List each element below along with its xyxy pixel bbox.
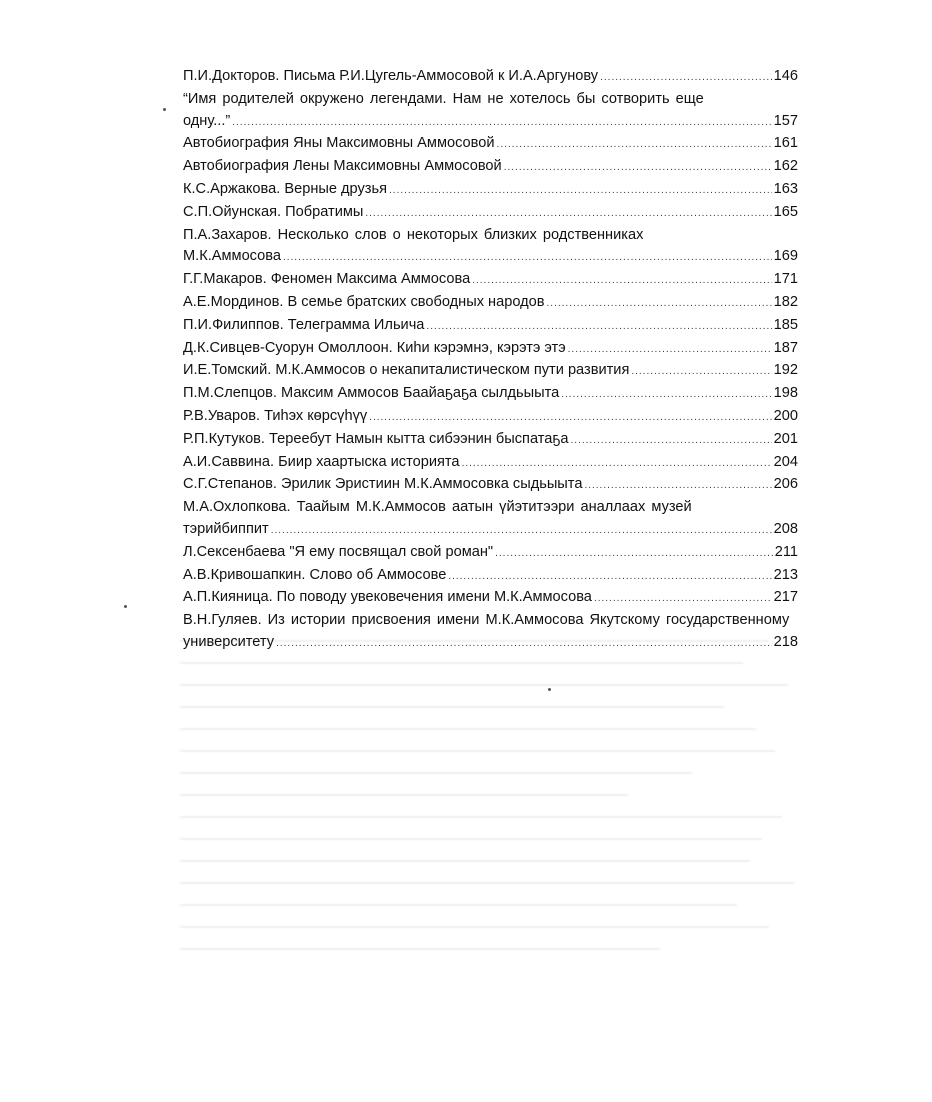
toc-entry-title-line: М.А.Охлопкова. Таайым М.К.Аммосов аатын үйэтитээри аналлаах музей <box>183 499 692 516</box>
toc-entry <box>183 452 798 475</box>
toc-entry-title: Р.П.Кутуков. Тереебут Намын кытта сибээнин быспатаҕа <box>183 430 569 447</box>
toc-entry-title: Автобиография Яны Максимовны Аммосовой <box>183 135 495 152</box>
toc-entry <box>183 406 798 429</box>
dot-leader <box>472 270 771 292</box>
toc-entry-row <box>183 111 798 134</box>
toc-entry-title-line: “Имя родителей окружено легендами. Нам не хотелось бы сотворить еще <box>183 90 704 107</box>
toc-entry-row <box>183 292 798 315</box>
toc-entry <box>183 179 798 202</box>
toc-entry <box>183 225 798 270</box>
toc-entry <box>183 429 798 452</box>
toc-page-number: 163 <box>773 180 798 197</box>
toc-entry-row <box>183 429 798 452</box>
dot-leader <box>584 475 771 497</box>
dot-leader <box>283 247 772 269</box>
toc-entry-row <box>183 565 798 588</box>
toc-entry <box>183 610 798 655</box>
toc-page-number: 161 <box>773 135 798 152</box>
toc-page-number: 198 <box>773 385 798 402</box>
toc-entry-title: Л.Сексенбаева "Я ему посвящал свой роман" <box>183 543 494 560</box>
toc-page-number: 201 <box>773 430 798 447</box>
toc-entry-row <box>183 474 798 497</box>
toc-page-number: 200 <box>773 407 798 424</box>
dot-leader <box>462 453 772 475</box>
toc-entry-title: А.П.Кияница. По поводу увековечения имени М.К.Аммосова <box>183 589 592 606</box>
toc-entry <box>183 383 798 406</box>
toc-entry-row <box>183 587 798 610</box>
toc-entry-title: М.К.Аммосова <box>183 248 281 265</box>
dot-leader <box>389 180 772 202</box>
toc-entry-title: П.И.Филиппов. Телеграмма Ильича <box>183 316 425 333</box>
toc-entry-title: И.Е.Томский. М.К.Аммосов о некапиталистическом пути развития <box>183 362 630 379</box>
toc-entry-row <box>183 66 798 89</box>
toc-entry-row <box>183 269 798 292</box>
dot-leader <box>594 588 772 610</box>
bleed-through-text <box>180 640 820 1030</box>
toc-entry <box>183 338 798 361</box>
toc-entry-row <box>183 179 798 202</box>
toc-entry-row <box>183 246 798 269</box>
dot-leader <box>504 157 772 179</box>
toc-entry-title: А.В.Кривошапкин. Слово об Аммосове <box>183 566 447 583</box>
toc-entry-row <box>183 542 798 565</box>
dot-leader <box>571 430 772 452</box>
toc-page-number: 206 <box>773 476 798 493</box>
toc-entry <box>183 292 798 315</box>
toc-entry <box>183 269 798 292</box>
toc-entry <box>183 360 798 383</box>
toc-page-number: 187 <box>773 339 798 356</box>
dot-leader <box>369 407 771 429</box>
toc-entry-title: К.С.Аржакова. Верные друзья <box>183 180 388 197</box>
toc-entry <box>183 133 798 156</box>
toc-entry-title: университету <box>183 633 275 650</box>
toc-entry-row <box>183 360 798 383</box>
toc-page-number: 185 <box>773 316 798 333</box>
toc-entry <box>183 66 798 89</box>
toc-entry-title: Г.Г.Макаров. Феномен Максима Аммосова <box>183 271 471 288</box>
dot-leader <box>495 543 773 565</box>
toc-entry-row <box>183 452 798 475</box>
scan-speck <box>548 688 551 691</box>
toc-entry-row <box>183 156 798 179</box>
toc-page-number: 165 <box>773 203 798 220</box>
toc-entry-row <box>183 632 798 655</box>
scan-speck <box>124 605 127 608</box>
toc-entry-title-line: П.А.Захаров. Несколько слов о некоторых близких родственниках <box>183 226 644 243</box>
toc-entry-title-line: В.Н.Гуляев. Из истории присвоения имени М.К.Аммосова Якутскому государственному <box>183 612 790 629</box>
toc-entry-title: одну...” <box>183 112 231 129</box>
dot-leader <box>426 316 771 338</box>
dot-leader <box>568 339 772 361</box>
toc-page-number: 218 <box>773 633 798 650</box>
dot-leader <box>276 633 772 655</box>
toc-entry <box>183 89 798 134</box>
toc-entry-title: Д.К.Сивцев-Суорун Омоллоон. Киhи кэрэмнэ, кэрэтэ этэ <box>183 339 566 356</box>
dot-leader <box>365 203 771 225</box>
toc-entry <box>183 587 798 610</box>
scan-speck <box>163 108 166 111</box>
toc-entry-row <box>183 519 798 542</box>
dot-leader <box>547 293 772 315</box>
dot-leader <box>448 566 771 588</box>
toc-entry <box>183 156 798 179</box>
toc-entry <box>183 542 798 565</box>
toc-entry-title: П.М.Слепцов. Максим Аммосов Баайаҕаҕа сылдьыыта <box>183 385 560 402</box>
toc-page-number: 213 <box>773 566 798 583</box>
toc-entry-title: С.П.Ойунская. Побратимы <box>183 203 364 220</box>
toc-page-number: 162 <box>773 158 798 175</box>
toc-page-number: 211 <box>774 543 798 560</box>
toc-page-number: 208 <box>773 520 798 537</box>
dot-leader <box>497 134 772 156</box>
toc-entry-row <box>183 383 798 406</box>
toc-entry-title: П.И.Докторов. Письма Р.И.Цугель-Аммосовой к И.А.Аргунову <box>183 68 599 84</box>
toc-entry-title: тэрийбиппит <box>183 520 269 537</box>
dot-leader <box>561 384 771 406</box>
toc-page-number: 204 <box>773 453 798 470</box>
toc-entry-title: А.И.Саввина. Биир хаартыска историята <box>183 453 460 470</box>
toc-entry-row <box>183 202 798 225</box>
toc-page-number: 169 <box>773 248 798 265</box>
toc-entry <box>183 474 798 497</box>
dot-leader <box>631 361 771 383</box>
toc-page-number: 146 <box>773 68 798 84</box>
toc-entry-row <box>183 133 798 156</box>
toc-entry <box>183 202 798 225</box>
toc-entry-row <box>183 338 798 361</box>
toc-entry-row <box>183 315 798 338</box>
dot-leader <box>271 520 772 542</box>
toc-page-number: 171 <box>773 271 798 288</box>
toc-page-number: 192 <box>773 362 798 379</box>
toc-entry-title: Автобиография Лены Максимовны Аммосовой <box>183 158 502 175</box>
toc-entry-row <box>183 406 798 429</box>
dot-leader <box>600 67 772 89</box>
dot-leader <box>232 112 771 134</box>
toc-entry-title: С.Г.Степанов. Эрилик Эристиин М.К.Аммосовка сыдьыыта <box>183 476 583 493</box>
toc-entry <box>183 497 798 542</box>
toc-entry-title: А.Е.Мординов. В семье братских свободных народов <box>183 293 545 310</box>
toc-entry <box>183 565 798 588</box>
toc-page-number: 217 <box>773 589 798 606</box>
toc-page-number: 182 <box>773 293 798 310</box>
toc-page-number: 157 <box>773 112 798 129</box>
toc-entry <box>183 315 798 338</box>
toc-entry-title: Р.В.Уваров. Тиhэх көрсүhүү <box>183 407 368 424</box>
table-of-contents <box>183 66 798 655</box>
